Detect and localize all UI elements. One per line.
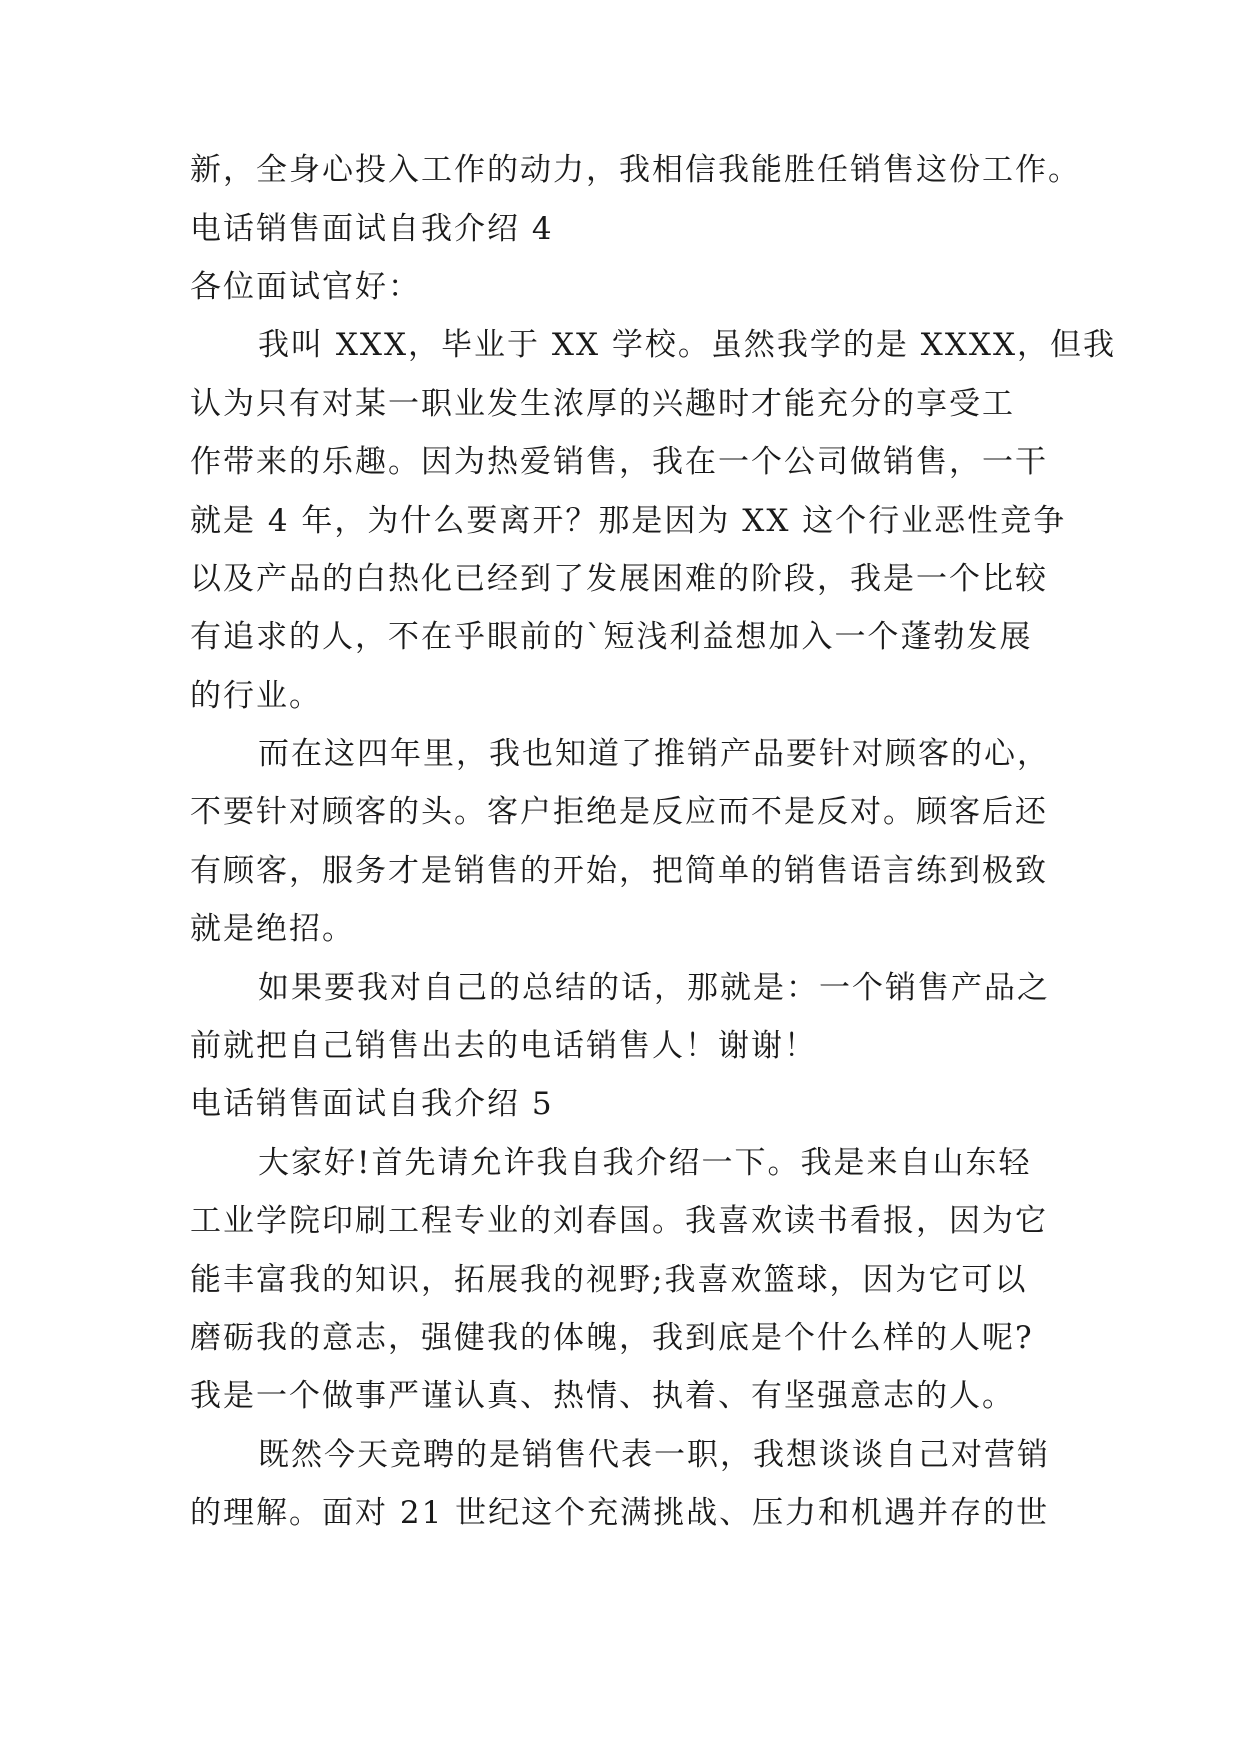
body-text-line: 有顾客，服务才是销售的开始，把简单的销售语言练到极致 bbox=[190, 853, 1048, 889]
body-text-line: 有追求的人，不在乎眼前的`短浅利益想加入一个蓬勃发展 bbox=[190, 619, 1033, 655]
body-text-line: 以及产品的白热化已经到了发展困难的阶段，我是一个比较 bbox=[190, 561, 1048, 597]
body-text-line: 的行业。 bbox=[190, 678, 322, 714]
section-heading: 电话销售面试自我介绍 5 bbox=[190, 1086, 554, 1122]
body-text-line: 不要针对顾客的头。客户拒绝是反应而不是反对。顾客后还 bbox=[190, 794, 1048, 830]
body-text-line: 磨砺我的意志，强健我的体魄，我到底是个什么样的人呢? bbox=[190, 1320, 1034, 1356]
paragraph-first-line: 而在这四年里，我也知道了推销产品要针对顾客的心， bbox=[258, 736, 1050, 772]
greeting-line: 各位面试官好： bbox=[190, 269, 421, 305]
paragraph-first-line: 我叫 XXX，毕业于 XX 学校。虽然我学的是 XXXX，但我 bbox=[258, 327, 1117, 363]
body-text-line: 就是 4 年，为什么要离开？那是因为 XX 这个行业恶性竞争 bbox=[190, 503, 1067, 539]
paragraph-first-line: 如果要我对自己的总结的话，那就是：一个销售产品之 bbox=[258, 970, 1050, 1006]
body-text-line: 新，全身心投入工作的动力，我相信我能胜任销售这份工作。 bbox=[190, 152, 1081, 188]
body-text-line: 工业学院印刷工程专业的刘春国。我喜欢读书看报，因为它 bbox=[190, 1203, 1048, 1239]
body-text-line: 作带来的乐趣。因为热爱销售，我在一个公司做销售，一干 bbox=[190, 444, 1048, 480]
body-text-line: 认为只有对某一职业发生浓厚的兴趣时才能充分的享受工 bbox=[190, 386, 1015, 422]
body-text-line: 就是绝招。 bbox=[190, 911, 355, 947]
body-text-line: 的理解。面对 21 世纪这个充满挑战、压力和机遇并存的世 bbox=[190, 1495, 1050, 1531]
body-text-line: 能丰富我的知识，拓展我的视野;我喜欢篮球，因为它可以 bbox=[190, 1262, 1028, 1298]
paragraph-first-line: 既然今天竞聘的是销售代表一职，我想谈谈自己对营销 bbox=[258, 1437, 1050, 1473]
paragraph-first-line: 大家好!首先请允许我自我介绍一下。我是来自山东轻 bbox=[258, 1145, 1032, 1181]
section-heading: 电话销售面试自我介绍 4 bbox=[190, 211, 554, 247]
body-text-line: 我是一个做事严谨认真、热情、执着、有坚强意志的人。 bbox=[190, 1378, 1015, 1414]
body-text-line: 前就把自己销售出去的电话销售人！谢谢！ bbox=[190, 1028, 817, 1064]
